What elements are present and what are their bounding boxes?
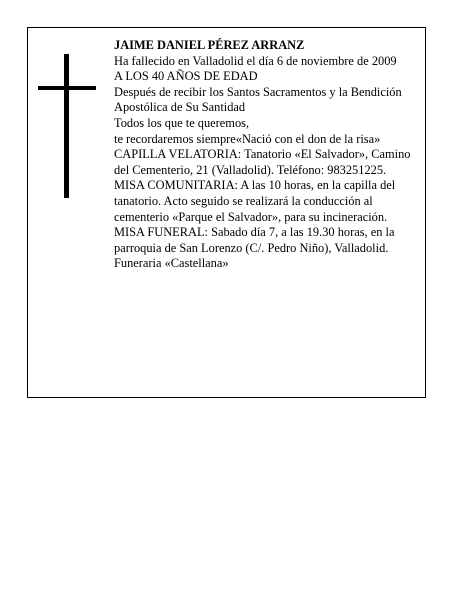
latin-cross-icon <box>38 54 96 198</box>
notice-text <box>114 38 422 272</box>
funeral-home: Funeraria «Castellana» <box>114 256 229 271</box>
family-line: Todos los que te queremos, <box>114 115 250 130</box>
cross-vertical-bar <box>64 54 69 198</box>
community-mass-info: MISA COMUNITARIA: A las 10 horas, en la capilla del tanatorio. Acto seguido se realizará la conducción al cementerio «Parque el Salvador», para su incineración. <box>114 178 396 224</box>
deceased-name: JAIME DANIEL PÉREZ ARRANZ <box>114 38 305 52</box>
funeral-mass-info: MISA FUNERAL: Sabado día 7, a las 19.30 horas, en la parroquia de San Lorenzo (C/. Pedro Niño), Valladolid. <box>114 225 395 255</box>
cross-horizontal-bar <box>38 86 96 90</box>
age-line: A LOS 40 AÑOS DE EDAD <box>114 69 258 84</box>
obituary-notice <box>27 27 426 398</box>
chapel-info: CAPILLA VELATORIA: Tanatorio «El Salvador», Camino del Cementerio, 21 (Valladolid). Teléfono: 983251225. <box>114 147 411 177</box>
remembrance-line: te recordaremos siempre«Nació con el don de la risa» <box>114 131 381 146</box>
sacraments-line: Después de recibir los Santos Sacramentos y la Bendición Apostólica de Su Santidad <box>114 84 402 115</box>
death-date-line: Ha fallecido en Valladolid el día 6 de noviembre de 2009 <box>114 53 397 68</box>
